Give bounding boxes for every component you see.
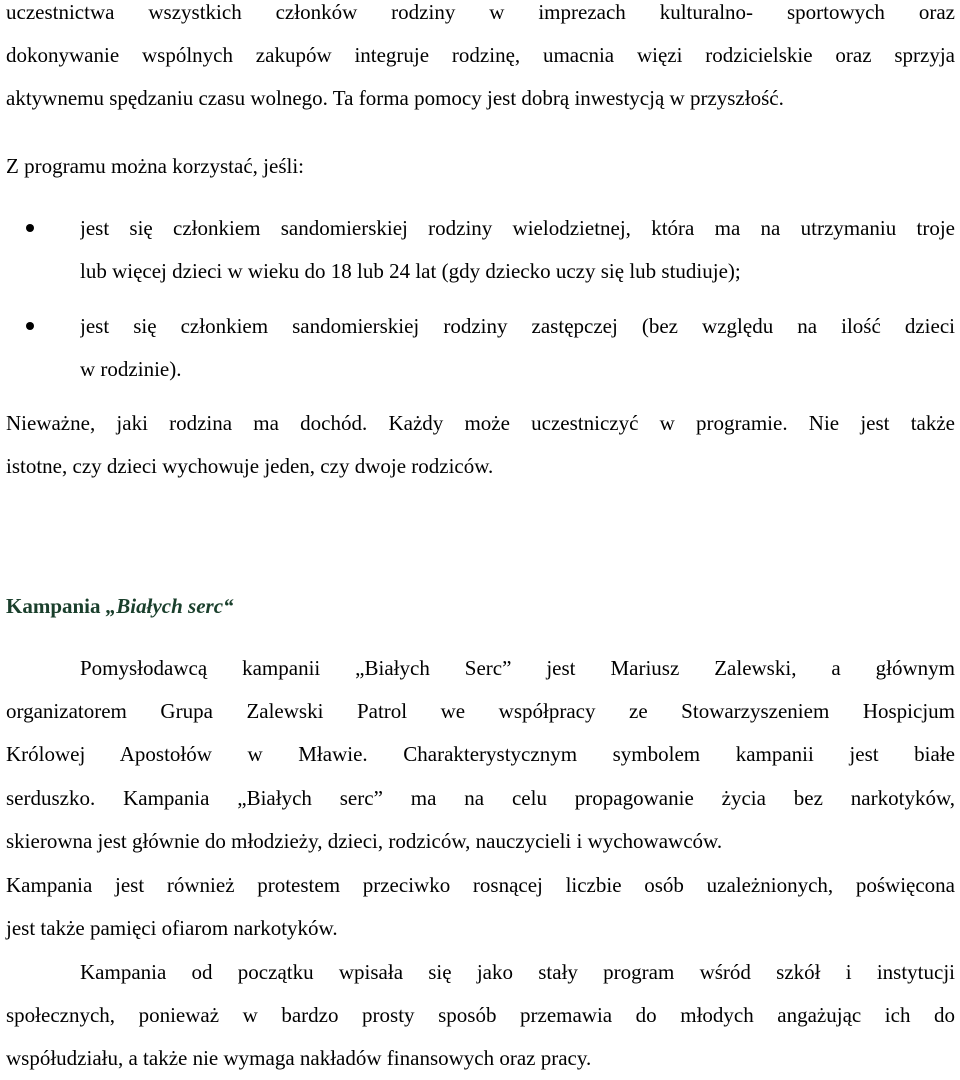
paragraph-1-line-1: uczestnictwa wszystkich członków rodziny w imprezach kulturalno- sportowych oraz [6,0,955,24]
paragraph-4-line-3: współudziału, a także nie wymaga nakładów finansowych oraz pracy. [6,1046,592,1070]
paragraph-4-line-1: Kampania od początku wpisała się jako stały program wśród szkół i instytucji [80,960,955,984]
section-heading [6,593,234,619]
paragraph-4-line-2: społecznych, ponieważ w bardzo prosty sposób przemawia do młodych angażując ich do [6,1003,955,1027]
bullet-2-icon [26,322,34,330]
paragraph-3-line-7: jest także pamięci ofiarom narkotyków. [6,916,338,940]
paragraph-1-line-2: dokonywanie wspólnych zakupów integruje rodzinę, umacnia więzi rodzicielskie oraz sprzyja [6,43,955,67]
paragraph-3-line-4: serduszko. Kampania „Białych serc” ma na celu propagowanie życia bez narkotyków, [6,786,955,810]
bullet-1-icon [26,224,34,232]
paragraph-3-line-2: organizatorem Grupa Zalewski Patrol we współpracy ze Stowarzyszeniem Hospicjum [6,699,955,723]
paragraph-3-line-5: skierowna jest głównie do młodzieży, dzieci, rodziców, nauczycieli i wychowawców. [6,829,723,853]
paragraph-2-line-1: Nieważne, jaki rodzina ma dochód. Każdy może uczestniczyć w programie. Nie jest także [6,411,955,435]
bullet-2-line-2: w rodzinie). [80,357,182,381]
bullet-1-line-1: jest się członkiem sandomierskiej rodziny wielodzietnej, która ma na utrzymaniu troje [80,216,955,240]
paragraph-3-line-1: Pomysłodawcą kampanii „Białych Serc” jest Mariusz Zalewski, a głównym [80,656,955,680]
paragraph-1-line-3: aktywnemu spędzaniu czasu wolnego. Ta forma pomocy jest dobrą inwestycją w przyszłość. [6,86,784,110]
bullet-2-line-1: jest się członkiem sandomierskiej rodziny zastępczej (bez względu na ilość dzieci [80,314,955,338]
program-intro: Z programu można korzystać, jeśli: [6,154,304,178]
bullet-1-line-2: lub więcej dzieci w wieku do 18 lub 24 lat (gdy dziecko uczy się lub studiuje); [80,259,741,283]
paragraph-2-line-2: istotne, czy dzieci wychowuje jeden, czy dwoje rodziców. [6,454,494,478]
paragraph-3-line-6: Kampania jest również protestem przeciwko rosnącej liczbie osób uzależnionych, poświęcona [6,873,955,897]
heading-prefix: Kampania [6,594,106,618]
paragraph-3-line-3: Królowej Apostołów w Mławie. Charakterystycznym symbolem kampanii jest białe [6,742,955,766]
heading-emphasis: „Białych serc“ [105,594,234,618]
